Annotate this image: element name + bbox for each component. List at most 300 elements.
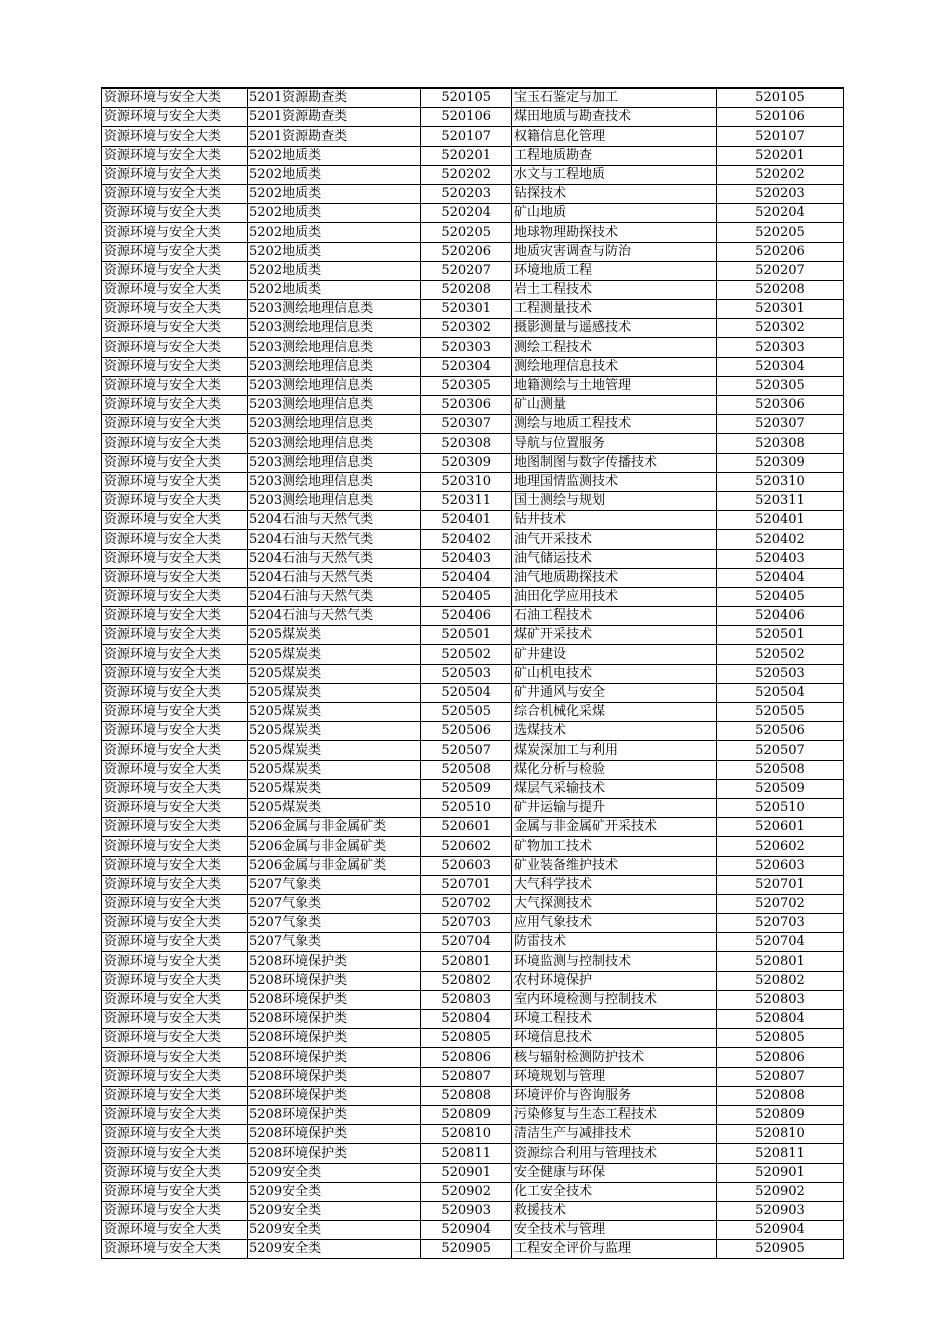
code-cell: 520704 xyxy=(421,933,512,952)
subcategory-cell: 5205煤炭类 xyxy=(248,683,421,702)
category-cell: 资源环境与安全大类 xyxy=(102,894,248,913)
table-row xyxy=(102,453,844,472)
table-row xyxy=(102,1067,844,1086)
table-row xyxy=(102,587,844,606)
table-row xyxy=(102,837,844,856)
major-code-cell: 520509 xyxy=(717,779,844,798)
subcategory-cell: 5205煤炭类 xyxy=(248,722,421,741)
table-row xyxy=(102,511,844,530)
major-name-cell: 导航与位置服务 xyxy=(512,434,717,453)
table-row xyxy=(102,990,844,1009)
category-cell: 资源环境与安全大类 xyxy=(102,472,248,491)
major-name-cell: 油气开采技术 xyxy=(512,530,717,549)
code-cell: 520205 xyxy=(421,223,512,242)
category-cell: 资源环境与安全大类 xyxy=(102,818,248,837)
table-row xyxy=(102,933,844,952)
subcategory-cell: 5208环境保护类 xyxy=(248,1067,421,1086)
table-row xyxy=(102,1125,844,1144)
data-table xyxy=(101,87,844,1259)
category-cell: 资源环境与安全大类 xyxy=(102,396,248,415)
subcategory-cell: 5209安全类 xyxy=(248,1221,421,1240)
subcategory-cell: 5208环境保护类 xyxy=(248,971,421,990)
subcategory-cell: 5205煤炭类 xyxy=(248,779,421,798)
category-cell: 资源环境与安全大类 xyxy=(102,607,248,626)
major-code-cell: 520302 xyxy=(717,319,844,338)
major-name-cell: 矿物加工技术 xyxy=(512,837,717,856)
major-code-cell: 520808 xyxy=(717,1086,844,1105)
table-row xyxy=(102,703,844,722)
table-row xyxy=(102,1144,844,1163)
subcategory-cell: 5202地质类 xyxy=(248,280,421,299)
major-name-cell: 环境监测与控制技术 xyxy=(512,952,717,971)
subcategory-cell: 5203测绘地理信息类 xyxy=(248,376,421,395)
category-cell: 资源环境与安全大类 xyxy=(102,914,248,933)
major-name-cell: 岩土工程技术 xyxy=(512,280,717,299)
code-cell: 520308 xyxy=(421,434,512,453)
category-cell: 资源环境与安全大类 xyxy=(102,127,248,146)
major-name-cell: 安全技术与管理 xyxy=(512,1221,717,1240)
major-code-cell: 520806 xyxy=(717,1048,844,1067)
category-cell: 资源环境与安全大类 xyxy=(102,1105,248,1124)
table-row xyxy=(102,88,844,108)
major-name-cell: 油气储运技术 xyxy=(512,549,717,568)
code-cell: 520107 xyxy=(421,127,512,146)
category-cell: 资源环境与安全大类 xyxy=(102,376,248,395)
subcategory-cell: 5201资源勘查类 xyxy=(248,108,421,127)
subcategory-cell: 5203测绘地理信息类 xyxy=(248,396,421,415)
major-code-cell: 520310 xyxy=(717,472,844,491)
category-cell: 资源环境与安全大类 xyxy=(102,1221,248,1240)
code-cell: 520405 xyxy=(421,587,512,606)
table-row xyxy=(102,223,844,242)
category-cell: 资源环境与安全大类 xyxy=(102,760,248,779)
subcategory-cell: 5204石油与天然气类 xyxy=(248,530,421,549)
major-name-cell: 综合机械化采煤 xyxy=(512,703,717,722)
subcategory-cell: 5209安全类 xyxy=(248,1182,421,1201)
major-code-cell: 520504 xyxy=(717,683,844,702)
major-code-cell: 520203 xyxy=(717,184,844,203)
major-name-cell: 环境规划与管理 xyxy=(512,1067,717,1086)
code-cell: 520502 xyxy=(421,645,512,664)
table-row xyxy=(102,607,844,626)
major-code-cell: 520505 xyxy=(717,703,844,722)
major-code-cell: 520602 xyxy=(717,837,844,856)
table-row xyxy=(102,798,844,817)
table-row xyxy=(102,376,844,395)
table-row xyxy=(102,415,844,434)
table-row xyxy=(102,146,844,165)
table-row xyxy=(102,165,844,184)
subcategory-cell: 5203测绘地理信息类 xyxy=(248,491,421,510)
major-name-cell: 煤层气采输技术 xyxy=(512,779,717,798)
subcategory-cell: 5208环境保护类 xyxy=(248,1086,421,1105)
subcategory-cell: 5203测绘地理信息类 xyxy=(248,357,421,376)
code-cell: 520901 xyxy=(421,1163,512,1182)
major-code-cell: 520303 xyxy=(717,338,844,357)
category-cell: 资源环境与安全大类 xyxy=(102,568,248,587)
category-cell: 资源环境与安全大类 xyxy=(102,1048,248,1067)
code-cell: 520602 xyxy=(421,837,512,856)
major-name-cell: 安全健康与环保 xyxy=(512,1163,717,1182)
major-name-cell: 大气探测技术 xyxy=(512,894,717,913)
subcategory-cell: 5205煤炭类 xyxy=(248,798,421,817)
major-name-cell: 选煤技术 xyxy=(512,722,717,741)
subcategory-cell: 5205煤炭类 xyxy=(248,626,421,645)
major-code-cell: 520902 xyxy=(717,1182,844,1201)
code-cell: 520809 xyxy=(421,1105,512,1124)
subcategory-cell: 5202地质类 xyxy=(248,165,421,184)
category-cell: 资源环境与安全大类 xyxy=(102,703,248,722)
major-name-cell: 工程安全评价与监理 xyxy=(512,1240,717,1259)
table-row xyxy=(102,741,844,760)
category-cell: 资源环境与安全大类 xyxy=(102,1010,248,1029)
table-row xyxy=(102,1163,844,1182)
major-code-cell: 520401 xyxy=(717,511,844,530)
category-cell: 资源环境与安全大类 xyxy=(102,453,248,472)
category-cell: 资源环境与安全大类 xyxy=(102,357,248,376)
code-cell: 520309 xyxy=(421,453,512,472)
subcategory-cell: 5204石油与天然气类 xyxy=(248,607,421,626)
table-row xyxy=(102,645,844,664)
major-name-cell: 应用气象技术 xyxy=(512,914,717,933)
code-cell: 520504 xyxy=(421,683,512,702)
category-cell: 资源环境与安全大类 xyxy=(102,108,248,127)
code-cell: 520307 xyxy=(421,415,512,434)
major-code-cell: 520404 xyxy=(717,568,844,587)
major-code-cell: 520905 xyxy=(717,1240,844,1259)
major-name-cell: 油田化学应用技术 xyxy=(512,587,717,606)
table-row xyxy=(102,530,844,549)
subcategory-cell: 5207气象类 xyxy=(248,894,421,913)
major-name-cell: 农村环境保护 xyxy=(512,971,717,990)
table-row xyxy=(102,818,844,837)
table-row xyxy=(102,472,844,491)
major-name-cell: 清洁生产与减排技术 xyxy=(512,1125,717,1144)
table-row xyxy=(102,357,844,376)
subcategory-cell: 5205煤炭类 xyxy=(248,645,421,664)
category-cell: 资源环境与安全大类 xyxy=(102,434,248,453)
major-name-cell: 大气科学技术 xyxy=(512,875,717,894)
category-cell: 资源环境与安全大类 xyxy=(102,280,248,299)
major-code-cell: 520702 xyxy=(717,894,844,913)
code-cell: 520903 xyxy=(421,1201,512,1220)
major-code-cell: 520506 xyxy=(717,722,844,741)
code-cell: 520805 xyxy=(421,1029,512,1048)
code-cell: 520510 xyxy=(421,798,512,817)
major-code-cell: 520805 xyxy=(717,1029,844,1048)
category-cell: 资源环境与安全大类 xyxy=(102,146,248,165)
major-code-cell: 520301 xyxy=(717,300,844,319)
subcategory-cell: 5207气象类 xyxy=(248,933,421,952)
code-cell: 520806 xyxy=(421,1048,512,1067)
code-cell: 520305 xyxy=(421,376,512,395)
code-cell: 520807 xyxy=(421,1067,512,1086)
code-cell: 520304 xyxy=(421,357,512,376)
code-cell: 520810 xyxy=(421,1125,512,1144)
major-code-cell: 520503 xyxy=(717,664,844,683)
subcategory-cell: 5209安全类 xyxy=(248,1201,421,1220)
table-row xyxy=(102,971,844,990)
code-cell: 520208 xyxy=(421,280,512,299)
table-row xyxy=(102,242,844,261)
table-row xyxy=(102,184,844,203)
subcategory-cell: 5205煤炭类 xyxy=(248,664,421,683)
major-code-cell: 520205 xyxy=(717,223,844,242)
code-cell: 520506 xyxy=(421,722,512,741)
subcategory-cell: 5206金属与非金属矿类 xyxy=(248,856,421,875)
code-cell: 520203 xyxy=(421,184,512,203)
subcategory-cell: 5202地质类 xyxy=(248,261,421,280)
category-cell: 资源环境与安全大类 xyxy=(102,1201,248,1220)
category-cell: 资源环境与安全大类 xyxy=(102,837,248,856)
table-row xyxy=(102,626,844,645)
major-name-cell: 煤矿开采技术 xyxy=(512,626,717,645)
major-code-cell: 520305 xyxy=(717,376,844,395)
code-cell: 520703 xyxy=(421,914,512,933)
major-code-cell: 520807 xyxy=(717,1067,844,1086)
subcategory-cell: 5205煤炭类 xyxy=(248,741,421,760)
major-name-cell: 防雷技术 xyxy=(512,933,717,952)
code-cell: 520105 xyxy=(421,88,512,108)
major-code-cell: 520701 xyxy=(717,875,844,894)
major-name-cell: 宝玉石鉴定与加工 xyxy=(512,88,717,108)
code-cell: 520803 xyxy=(421,990,512,1009)
code-cell: 520603 xyxy=(421,856,512,875)
subcategory-cell: 5208环境保护类 xyxy=(248,990,421,1009)
table-row xyxy=(102,1201,844,1220)
category-cell: 资源环境与安全大类 xyxy=(102,1125,248,1144)
table-row xyxy=(102,1221,844,1240)
subcategory-cell: 5203测绘地理信息类 xyxy=(248,319,421,338)
major-name-cell: 资源综合利用与管理技术 xyxy=(512,1144,717,1163)
table-row xyxy=(102,952,844,971)
category-cell: 资源环境与安全大类 xyxy=(102,491,248,510)
subcategory-cell: 5208环境保护类 xyxy=(248,1105,421,1124)
table-row xyxy=(102,894,844,913)
subcategory-cell: 5205煤炭类 xyxy=(248,703,421,722)
subcategory-cell: 5206金属与非金属矿类 xyxy=(248,837,421,856)
code-cell: 520811 xyxy=(421,1144,512,1163)
category-cell: 资源环境与安全大类 xyxy=(102,511,248,530)
subcategory-cell: 5202地质类 xyxy=(248,184,421,203)
code-cell: 520905 xyxy=(421,1240,512,1259)
code-cell: 520204 xyxy=(421,204,512,223)
table-row xyxy=(102,1086,844,1105)
major-name-cell: 矿井运输与提升 xyxy=(512,798,717,817)
category-cell: 资源环境与安全大类 xyxy=(102,741,248,760)
table-row xyxy=(102,914,844,933)
code-cell: 520202 xyxy=(421,165,512,184)
code-cell: 520207 xyxy=(421,261,512,280)
code-cell: 520306 xyxy=(421,396,512,415)
subcategory-cell: 5204石油与天然气类 xyxy=(248,511,421,530)
major-code-cell: 520901 xyxy=(717,1163,844,1182)
category-cell: 资源环境与安全大类 xyxy=(102,1067,248,1086)
subcategory-cell: 5203测绘地理信息类 xyxy=(248,434,421,453)
code-cell: 520904 xyxy=(421,1221,512,1240)
major-name-cell: 污染修复与生态工程技术 xyxy=(512,1105,717,1124)
major-name-cell: 工程地质勘查 xyxy=(512,146,717,165)
major-code-cell: 520601 xyxy=(717,818,844,837)
subcategory-cell: 5207气象类 xyxy=(248,914,421,933)
major-code-cell: 520510 xyxy=(717,798,844,817)
subcategory-cell: 5203测绘地理信息类 xyxy=(248,338,421,357)
major-name-cell: 煤化分析与检验 xyxy=(512,760,717,779)
major-name-cell: 测绘地理信息技术 xyxy=(512,357,717,376)
category-cell: 资源环境与安全大类 xyxy=(102,204,248,223)
table-body xyxy=(102,88,844,1259)
category-cell: 资源环境与安全大类 xyxy=(102,933,248,952)
table-row xyxy=(102,549,844,568)
major-name-cell: 地质灾害调查与防治 xyxy=(512,242,717,261)
major-code-cell: 520802 xyxy=(717,971,844,990)
table-row xyxy=(102,683,844,702)
code-cell: 520601 xyxy=(421,818,512,837)
major-name-cell: 矿井通风与安全 xyxy=(512,683,717,702)
major-name-cell: 矿井建设 xyxy=(512,645,717,664)
major-name-cell: 室内环境检测与控制技术 xyxy=(512,990,717,1009)
subcategory-cell: 5204石油与天然气类 xyxy=(248,587,421,606)
category-cell: 资源环境与安全大类 xyxy=(102,1182,248,1201)
table-row xyxy=(102,568,844,587)
category-cell: 资源环境与安全大类 xyxy=(102,319,248,338)
major-name-cell: 矿山地质 xyxy=(512,204,717,223)
category-cell: 资源环境与安全大类 xyxy=(102,242,248,261)
code-cell: 520201 xyxy=(421,146,512,165)
table-row xyxy=(102,722,844,741)
code-cell: 520804 xyxy=(421,1010,512,1029)
major-name-cell: 钻探技术 xyxy=(512,184,717,203)
subcategory-cell: 5202地质类 xyxy=(248,223,421,242)
major-code-cell: 520403 xyxy=(717,549,844,568)
category-cell: 资源环境与安全大类 xyxy=(102,300,248,319)
code-cell: 520808 xyxy=(421,1086,512,1105)
table-row xyxy=(102,434,844,453)
major-name-cell: 钻井技术 xyxy=(512,511,717,530)
category-cell: 资源环境与安全大类 xyxy=(102,990,248,1009)
major-code-cell: 520804 xyxy=(717,1010,844,1029)
major-name-cell: 环境评价与咨询服务 xyxy=(512,1086,717,1105)
subcategory-cell: 5204石油与天然气类 xyxy=(248,549,421,568)
subcategory-cell: 5209安全类 xyxy=(248,1163,421,1182)
category-cell: 资源环境与安全大类 xyxy=(102,1163,248,1182)
code-cell: 520206 xyxy=(421,242,512,261)
major-code-cell: 520406 xyxy=(717,607,844,626)
table-row xyxy=(102,875,844,894)
major-name-cell: 地图制图与数字传播技术 xyxy=(512,453,717,472)
major-code-cell: 520502 xyxy=(717,645,844,664)
table-row xyxy=(102,856,844,875)
major-name-cell: 国土测绘与规划 xyxy=(512,491,717,510)
major-code-cell: 520704 xyxy=(717,933,844,952)
major-name-cell: 救援技术 xyxy=(512,1201,717,1220)
category-cell: 资源环境与安全大类 xyxy=(102,184,248,203)
major-name-cell: 核与辐射检测防护技术 xyxy=(512,1048,717,1067)
category-cell: 资源环境与安全大类 xyxy=(102,88,248,108)
major-code-cell: 520904 xyxy=(717,1221,844,1240)
major-name-cell: 地理国情监测技术 xyxy=(512,472,717,491)
major-name-cell: 工程测量技术 xyxy=(512,300,717,319)
code-cell: 520509 xyxy=(421,779,512,798)
major-code-cell: 520703 xyxy=(717,914,844,933)
code-cell: 520406 xyxy=(421,607,512,626)
major-name-cell: 矿业装备维护技术 xyxy=(512,856,717,875)
major-code-cell: 520107 xyxy=(717,127,844,146)
code-cell: 520106 xyxy=(421,108,512,127)
subcategory-cell: 5201资源勘查类 xyxy=(248,88,421,108)
major-name-cell: 油气地质勘探技术 xyxy=(512,568,717,587)
subcategory-cell: 5205煤炭类 xyxy=(248,760,421,779)
major-name-cell: 环境工程技术 xyxy=(512,1010,717,1029)
code-cell: 520702 xyxy=(421,894,512,913)
table-row xyxy=(102,108,844,127)
code-cell: 520802 xyxy=(421,971,512,990)
major-code-cell: 520304 xyxy=(717,357,844,376)
category-cell: 资源环境与安全大类 xyxy=(102,1029,248,1048)
code-cell: 520301 xyxy=(421,300,512,319)
table-row xyxy=(102,1240,844,1259)
category-cell: 资源环境与安全大类 xyxy=(102,664,248,683)
subcategory-cell: 5203测绘地理信息类 xyxy=(248,453,421,472)
major-code-cell: 520207 xyxy=(717,261,844,280)
major-code-cell: 520106 xyxy=(717,108,844,127)
major-name-cell: 环境地质工程 xyxy=(512,261,717,280)
category-cell: 资源环境与安全大类 xyxy=(102,165,248,184)
subcategory-cell: 5201资源勘查类 xyxy=(248,127,421,146)
major-name-cell: 摄影测量与遥感技术 xyxy=(512,319,717,338)
major-code-cell: 520903 xyxy=(717,1201,844,1220)
code-cell: 520508 xyxy=(421,760,512,779)
major-name-cell: 水文与工程地质 xyxy=(512,165,717,184)
category-cell: 资源环境与安全大类 xyxy=(102,856,248,875)
major-code-cell: 520308 xyxy=(717,434,844,453)
major-code-cell: 520307 xyxy=(717,415,844,434)
table-row xyxy=(102,1182,844,1201)
code-cell: 520311 xyxy=(421,491,512,510)
table-row xyxy=(102,338,844,357)
major-name-cell: 金属与非金属矿开采技术 xyxy=(512,818,717,837)
table-row xyxy=(102,1010,844,1029)
subcategory-cell: 5202地质类 xyxy=(248,146,421,165)
major-name-cell: 矿山测量 xyxy=(512,396,717,415)
category-cell: 资源环境与安全大类 xyxy=(102,338,248,357)
subcategory-cell: 5203测绘地理信息类 xyxy=(248,472,421,491)
code-cell: 520310 xyxy=(421,472,512,491)
code-cell: 520401 xyxy=(421,511,512,530)
major-code-cell: 520204 xyxy=(717,204,844,223)
code-cell: 520403 xyxy=(421,549,512,568)
category-cell: 资源环境与安全大类 xyxy=(102,223,248,242)
category-cell: 资源环境与安全大类 xyxy=(102,261,248,280)
category-cell: 资源环境与安全大类 xyxy=(102,798,248,817)
table-row xyxy=(102,1105,844,1124)
major-code-cell: 520508 xyxy=(717,760,844,779)
major-code-cell: 520507 xyxy=(717,741,844,760)
category-cell: 资源环境与安全大类 xyxy=(102,415,248,434)
subcategory-cell: 5207气象类 xyxy=(248,875,421,894)
category-cell: 资源环境与安全大类 xyxy=(102,587,248,606)
code-cell: 520507 xyxy=(421,741,512,760)
table-row xyxy=(102,204,844,223)
subcategory-cell: 5209安全类 xyxy=(248,1240,421,1259)
category-cell: 资源环境与安全大类 xyxy=(102,722,248,741)
major-name-cell: 煤炭深加工与利用 xyxy=(512,741,717,760)
major-code-cell: 520810 xyxy=(717,1125,844,1144)
table-row xyxy=(102,127,844,146)
subcategory-cell: 5203测绘地理信息类 xyxy=(248,415,421,434)
subcategory-cell: 5208环境保护类 xyxy=(248,1125,421,1144)
major-code-cell: 520405 xyxy=(717,587,844,606)
